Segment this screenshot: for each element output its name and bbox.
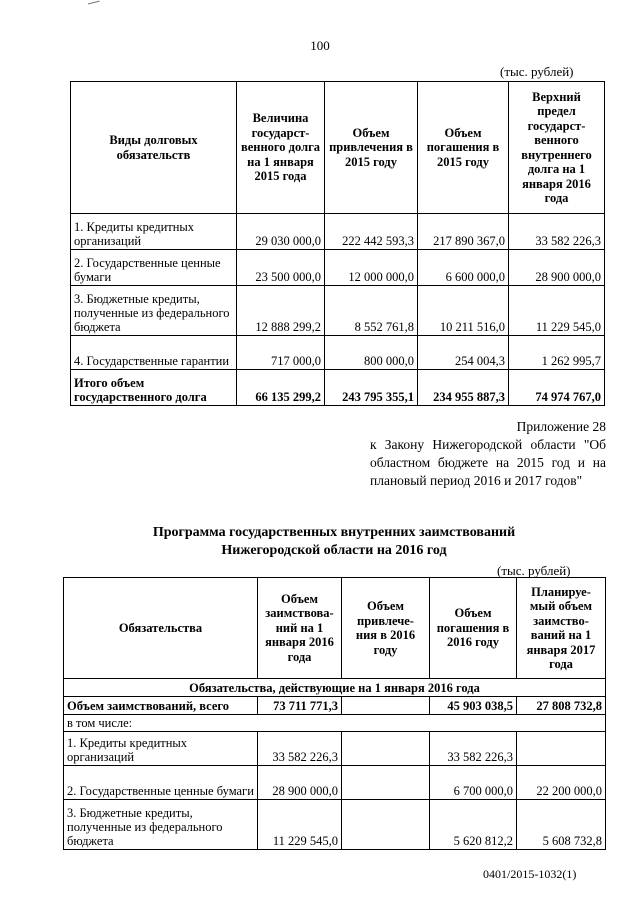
including-row: [64, 715, 606, 732]
cell-value: 29 030 000,0: [237, 214, 325, 250]
borrowing-program-table: [63, 577, 606, 850]
row-label: 1. Кредиты кредитных организаций: [71, 214, 237, 250]
cell-value: 28 900 000,0: [258, 766, 342, 800]
table2-header-repayment-2016: Объем погашения в 2016 году: [430, 578, 517, 679]
cell-value: 74 974 767,0: [509, 370, 605, 406]
cell-value: 28 900 000,0: [509, 250, 605, 286]
cell-value: 45 903 038,5: [430, 697, 517, 715]
including-label: в том числе:: [64, 715, 606, 732]
cell-value: 33 582 226,3: [258, 732, 342, 766]
debt-structure-table: [70, 81, 605, 406]
cell-value: 800 000,0: [325, 336, 418, 370]
cell-value: 22 200 000,0: [517, 766, 606, 800]
table1-header-limit-jan2016: Верхний предел государст- венного внутреннего долга на 1 января 2016 года: [509, 82, 605, 214]
row-label: Итого объем государственного долга: [71, 370, 237, 406]
program-title-line2: Нижегородской области на 2016 год: [221, 543, 447, 558]
cell-value: 6 700 000,0: [430, 766, 517, 800]
total-row: [71, 370, 605, 406]
table2-header-volume-jan2016: Объем заимствова- ний на 1 января 2016 года: [258, 578, 342, 679]
table1-header-row: [71, 82, 605, 214]
cell-value: 12 000 000,0: [325, 250, 418, 286]
page-number: 100: [310, 38, 330, 53]
section-title: Обязательства, действующие на 1 января 2016 года: [64, 679, 606, 697]
cell-value: 66 135 299,2: [237, 370, 325, 406]
row-label: 3. Бюджетные кредиты, полученные из федерального бюджета: [64, 800, 258, 850]
cell-value: 6 600 000,0: [418, 250, 509, 286]
table2-header-row: [64, 578, 606, 679]
table-row: [71, 214, 605, 250]
cell-value: 717 000,0: [237, 336, 325, 370]
cell-value: 11 229 545,0: [509, 286, 605, 336]
table-row: [64, 732, 606, 766]
program-title: [63, 524, 605, 560]
section-row: [64, 679, 606, 697]
cell-value: [342, 697, 430, 715]
table2-header-obligations: Обязательства: [64, 578, 258, 679]
program-title-line1: Программа государственных внутренних заимствований: [152, 525, 516, 540]
cell-value: 27 808 732,8: [517, 697, 606, 715]
row-label: 2. Государственные ценные бумаги: [71, 250, 237, 286]
scan-mark: [88, 1, 100, 7]
cell-value: 23 500 000,0: [237, 250, 325, 286]
table1-header-debt-jan2015: Величина государст- венного долга на 1 января 2015 года: [237, 82, 325, 214]
row-label: 3. Бюджетные кредиты, полученные из федерального бюджета: [71, 286, 237, 336]
cell-value: [342, 732, 430, 766]
cell-value: 11 229 545,0: [258, 800, 342, 850]
table-row: [71, 286, 605, 336]
cell-value: 254 004,3: [418, 336, 509, 370]
document-code: 0401/2015-1032(1): [483, 867, 577, 881]
cell-value: 234 955 887,3: [418, 370, 509, 406]
row-label: 4. Государственные гарантии: [71, 336, 237, 370]
total-row: [64, 697, 606, 715]
cell-value: 33 582 226,3: [430, 732, 517, 766]
cell-value: [342, 766, 430, 800]
appendix-note: [370, 418, 606, 490]
cell-value: 33 582 226,3: [509, 214, 605, 250]
cell-value: 222 442 593,3: [325, 214, 418, 250]
table-row: [71, 250, 605, 286]
cell-value: 8 552 761,8: [325, 286, 418, 336]
appendix-body: к Закону Нижегородской области "Об областном бюджете на 2015 год и на плановый период 2016 и 2017 годов": [370, 437, 606, 488]
table1-header-borrowing-2015: Объем привлечения в 2015 году: [325, 82, 418, 214]
table1-header-repayment-2015: Объем погашения в 2015 году: [418, 82, 509, 214]
cell-value: 10 211 516,0: [418, 286, 509, 336]
cell-value: 1 262 995,7: [509, 336, 605, 370]
cell-value: 12 888 299,2: [237, 286, 325, 336]
cell-value: 5 620 812,2: [430, 800, 517, 850]
table2-header-planned-jan2017: Планируе- мый объем заимство- ваний на 1 января 2017 года: [517, 578, 606, 679]
cell-value: [342, 800, 430, 850]
row-label: 1. Кредиты кредитных организаций: [64, 732, 258, 766]
cell-value: 243 795 355,1: [325, 370, 418, 406]
table-row: [71, 336, 605, 370]
cell-value: [517, 732, 606, 766]
row-label: Объем заимствований, всего: [64, 697, 258, 715]
cell-value: 73 711 771,3: [258, 697, 342, 715]
appendix-title: Приложение 28: [516, 419, 606, 434]
table-row: [64, 800, 606, 850]
table1-header-debt-type: Виды долговых обязательств: [71, 82, 237, 214]
cell-value: 5 608 732,8: [517, 800, 606, 850]
row-label: 2. Государственные ценные бумаги: [64, 766, 258, 800]
table2-unit: (тыс. рублей): [497, 563, 571, 578]
table2-header-borrowing-2016: Объем привлече- ния в 2016 году: [342, 578, 430, 679]
table1-unit: (тыс. рублей): [500, 64, 574, 79]
cell-value: 217 890 367,0: [418, 214, 509, 250]
table-row: [64, 766, 606, 800]
